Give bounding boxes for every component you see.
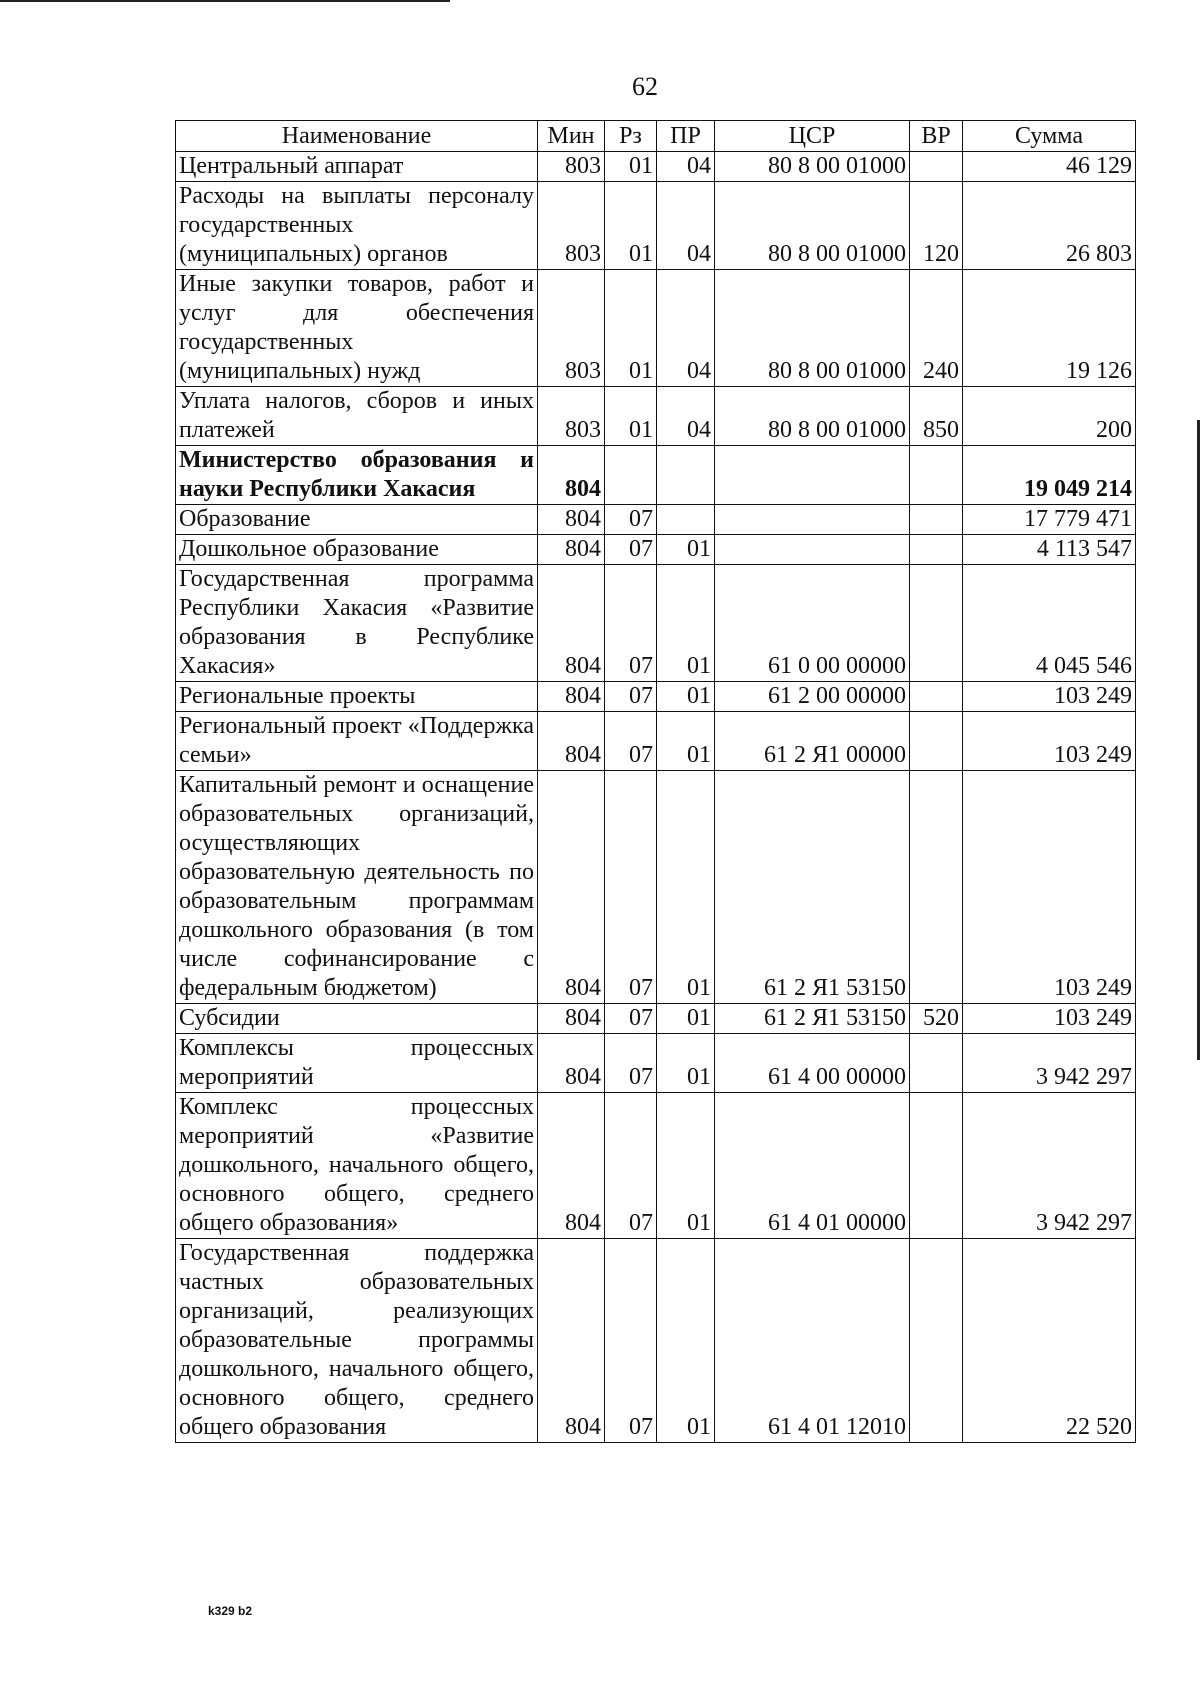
cell-vr bbox=[910, 446, 963, 505]
cell-pr: 01 bbox=[657, 1034, 715, 1093]
table-row bbox=[176, 505, 1136, 535]
table-row bbox=[176, 152, 1136, 182]
cell-min: 803 bbox=[538, 387, 605, 446]
cell-csr bbox=[715, 505, 910, 535]
header-name: Наименование bbox=[176, 121, 538, 152]
cell-rz: 07 bbox=[605, 712, 657, 771]
table-row bbox=[176, 1034, 1136, 1093]
cell-name: Комплекс процессных мероприятий «Развитие дошкольного, начального общего, основного общего, среднего общего образования» bbox=[176, 1093, 538, 1239]
cell-name: Государственная программа Республики Хакасия «Развитие образования в Республике Хакасия» bbox=[176, 565, 538, 682]
cell-csr: 61 4 00 00000 bbox=[715, 1034, 910, 1093]
cell-pr: 01 bbox=[657, 1004, 715, 1034]
cell-csr bbox=[715, 535, 910, 565]
cell-name: Дошкольное образование bbox=[176, 535, 538, 565]
cell-min: 804 bbox=[538, 712, 605, 771]
header-rz: Рз bbox=[605, 121, 657, 152]
cell-vr: 240 bbox=[910, 270, 963, 387]
cell-sum: 103 249 bbox=[963, 771, 1136, 1004]
table-body bbox=[176, 152, 1136, 1443]
cell-rz bbox=[605, 446, 657, 505]
cell-sum: 46 129 bbox=[963, 152, 1136, 182]
table-row bbox=[176, 682, 1136, 712]
cell-name: Комплексы процессных мероприятий bbox=[176, 1034, 538, 1093]
cell-min: 804 bbox=[538, 1034, 605, 1093]
cell-pr: 01 bbox=[657, 682, 715, 712]
cell-sum: 22 520 bbox=[963, 1239, 1136, 1443]
cell-name: Иные закупки товаров, работ и услуг для обеспечения государственных (муниципальных) нужд bbox=[176, 270, 538, 387]
cell-rz: 07 bbox=[605, 771, 657, 1004]
cell-sum: 103 249 bbox=[963, 1004, 1136, 1034]
cell-name: Государственная поддержка частных образовательных организаций, реализующих образовательные программы дошкольного, начального общего, основного общего, среднего общего образования bbox=[176, 1239, 538, 1443]
budget-table bbox=[175, 120, 1136, 1443]
cell-vr: 520 bbox=[910, 1004, 963, 1034]
cell-min: 804 bbox=[538, 771, 605, 1004]
table-row bbox=[176, 182, 1136, 270]
cell-min: 803 bbox=[538, 182, 605, 270]
cell-rz: 07 bbox=[605, 1093, 657, 1239]
cell-vr bbox=[910, 505, 963, 535]
cell-pr: 04 bbox=[657, 182, 715, 270]
cell-name: Региональный проект «Поддержка семьи» bbox=[176, 712, 538, 771]
cell-vr: 120 bbox=[910, 182, 963, 270]
cell-csr: 61 2 Я1 00000 bbox=[715, 712, 910, 771]
cell-sum: 4 113 547 bbox=[963, 535, 1136, 565]
table-row bbox=[176, 712, 1136, 771]
cell-rz: 07 bbox=[605, 1004, 657, 1034]
cell-name: Образование bbox=[176, 505, 538, 535]
table-row bbox=[176, 1093, 1136, 1239]
cell-pr: 01 bbox=[657, 565, 715, 682]
cell-csr: 61 2 00 00000 bbox=[715, 682, 910, 712]
cell-pr: 01 bbox=[657, 712, 715, 771]
cell-min: 804 bbox=[538, 682, 605, 712]
cell-pr bbox=[657, 446, 715, 505]
table-row bbox=[176, 270, 1136, 387]
cell-rz: 07 bbox=[605, 565, 657, 682]
cell-sum: 19 126 bbox=[963, 270, 1136, 387]
table-row bbox=[176, 387, 1136, 446]
header-row bbox=[176, 121, 1136, 152]
cell-csr: 61 2 Я1 53150 bbox=[715, 1004, 910, 1034]
header-pr: ПР bbox=[657, 121, 715, 152]
cell-pr: 04 bbox=[657, 387, 715, 446]
cell-sum: 26 803 bbox=[963, 182, 1136, 270]
cell-rz: 01 bbox=[605, 387, 657, 446]
cell-pr bbox=[657, 505, 715, 535]
cell-min: 804 bbox=[538, 446, 605, 505]
cell-vr bbox=[910, 1093, 963, 1239]
cell-min: 804 bbox=[538, 1004, 605, 1034]
table-row bbox=[176, 771, 1136, 1004]
cell-vr bbox=[910, 1239, 963, 1443]
cell-csr: 80 8 00 01000 bbox=[715, 152, 910, 182]
cell-name: Расходы на выплаты персоналу государственных (муниципальных) органов bbox=[176, 182, 538, 270]
cell-pr: 01 bbox=[657, 1239, 715, 1443]
cell-sum: 200 bbox=[963, 387, 1136, 446]
cell-vr bbox=[910, 771, 963, 1004]
cell-sum: 103 249 bbox=[963, 682, 1136, 712]
cell-rz: 01 bbox=[605, 152, 657, 182]
cell-csr: 61 0 00 00000 bbox=[715, 565, 910, 682]
cell-sum: 4 045 546 bbox=[963, 565, 1136, 682]
cell-min: 804 bbox=[538, 1093, 605, 1239]
cell-sum: 3 942 297 bbox=[963, 1034, 1136, 1093]
header-sum: Сумма bbox=[963, 121, 1136, 152]
cell-name: Региональные проекты bbox=[176, 682, 538, 712]
cell-vr: 850 bbox=[910, 387, 963, 446]
cell-pr: 01 bbox=[657, 771, 715, 1004]
cell-csr: 80 8 00 01000 bbox=[715, 182, 910, 270]
header-min: Мин bbox=[538, 121, 605, 152]
cell-min: 804 bbox=[538, 505, 605, 535]
cell-vr bbox=[910, 1034, 963, 1093]
cell-sum: 3 942 297 bbox=[963, 1093, 1136, 1239]
cell-rz: 01 bbox=[605, 182, 657, 270]
cell-vr bbox=[910, 712, 963, 771]
cell-pr: 01 bbox=[657, 535, 715, 565]
cell-min: 804 bbox=[538, 535, 605, 565]
cell-csr: 80 8 00 01000 bbox=[715, 387, 910, 446]
cell-pr: 01 bbox=[657, 1093, 715, 1239]
cell-rz: 07 bbox=[605, 1239, 657, 1443]
cell-csr bbox=[715, 446, 910, 505]
footer-code: k329 b2 bbox=[208, 1604, 253, 1618]
cell-rz: 07 bbox=[605, 535, 657, 565]
page-number: 62 bbox=[632, 72, 658, 101]
top-edge-rule bbox=[0, 0, 450, 2]
table-header bbox=[176, 121, 1136, 152]
cell-sum: 19 049 214 bbox=[963, 446, 1136, 505]
cell-name: Уплата налогов, сборов и иных платежей bbox=[176, 387, 538, 446]
table-row bbox=[176, 565, 1136, 682]
header-vr: ВР bbox=[910, 121, 963, 152]
cell-pr: 04 bbox=[657, 152, 715, 182]
table-row bbox=[176, 1004, 1136, 1034]
cell-pr: 04 bbox=[657, 270, 715, 387]
cell-min: 804 bbox=[538, 1239, 605, 1443]
table-row bbox=[176, 1239, 1136, 1443]
table-row bbox=[176, 446, 1136, 505]
cell-vr bbox=[910, 565, 963, 682]
cell-csr: 61 2 Я1 53150 bbox=[715, 771, 910, 1004]
cell-sum: 17 779 471 bbox=[963, 505, 1136, 535]
cell-min: 803 bbox=[538, 152, 605, 182]
cell-sum: 103 249 bbox=[963, 712, 1136, 771]
cell-rz: 07 bbox=[605, 505, 657, 535]
cell-name: Министерство образования и науки Республики Хакасия bbox=[176, 446, 538, 505]
cell-name: Субсидии bbox=[176, 1004, 538, 1034]
cell-csr: 61 4 01 12010 bbox=[715, 1239, 910, 1443]
cell-rz: 07 bbox=[605, 682, 657, 712]
cell-csr: 80 8 00 01000 bbox=[715, 270, 910, 387]
cell-vr bbox=[910, 682, 963, 712]
cell-min: 804 bbox=[538, 565, 605, 682]
cell-vr bbox=[910, 535, 963, 565]
cell-rz: 07 bbox=[605, 1034, 657, 1093]
table-row bbox=[176, 535, 1136, 565]
header-csr: ЦСР bbox=[715, 121, 910, 152]
cell-name: Центральный аппарат bbox=[176, 152, 538, 182]
cell-min: 803 bbox=[538, 270, 605, 387]
cell-name: Капитальный ремонт и оснащение образовательных организаций, осуществляющих образовательную деятельность по образовательным программам дошкольного образования (в том числе софинансирование с федеральным бюджетом) bbox=[176, 771, 538, 1004]
cell-vr bbox=[910, 152, 963, 182]
cell-csr: 61 4 01 00000 bbox=[715, 1093, 910, 1239]
cell-rz: 01 bbox=[605, 270, 657, 387]
